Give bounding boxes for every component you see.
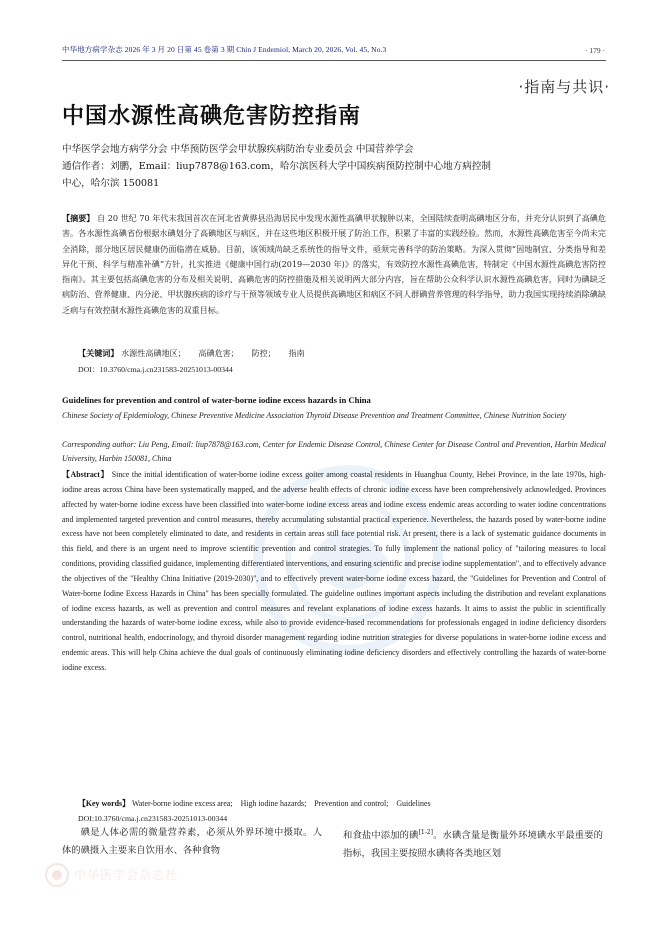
running-head: 中华地方病学杂志 2026 年 3 月 20 日第 45 卷第 3 期 Chin J Endemiol, March 20, 2026, Vol. 45, No.3 xyxy=(62,45,387,54)
keywords-en-label: 【Key words】 xyxy=(78,799,130,808)
footer-watermark xyxy=(42,860,242,890)
keyword-en: Water-borne iodine excess area; xyxy=(131,799,233,808)
authors-line: 中华医学会地方病学分会 中华预防医学会甲状腺疾病防治专业委员会 中国营养学会 xyxy=(62,144,414,155)
page-number: · 179 · xyxy=(585,46,605,55)
keyword-cn: 防控； xyxy=(251,348,276,358)
keyword-cn: 水源性高碘地区； xyxy=(121,348,186,358)
abstract-cn-label: 【摘要】 xyxy=(62,213,95,223)
english-title: Guidelines for prevention and control of water-borne iodine excess hazards in China xyxy=(62,395,371,405)
keyword-en: Prevention and control; xyxy=(314,799,389,808)
abstract-cn-text: 自 20 世纪 70 年代末我国首次在河北省黄骅县沿海居民中发现水源性高碘甲状腺肿以来，全国陆续查明高碘地区分布，并充分认识到了高碘危害。各水源性高碘省份根据水碘划分了高碘地区与病区，并在这些地区积极开展了防治工作，积累了丰富的实践经验。然而，水源性高碘危害至今尚未完全消除，部分地区居民健康仍面临潜在威胁。目前，该领域尚缺乏系统性的指导文件，亟须完善科学的防治策略。为深入贯彻“因地制宜、分类指导和差异化干预、科学与精准补碘”方针，扎实推进《健康中国行动(2019—2030 年)》的落实，有效防控水源性高碘危害，特制定《中国水源性高碘危害防控指南》。其主要包括高碘危害的分布及相关说明、高碘危害的防控措施及相关说明两大部分内容，旨在帮助公众科学认识水源性高碘危害，同时为碘缺乏病防治、营养健康、内分泌、甲状腺疾病的诊疗与干预等领域专业人员提供高碘地区和病区不同人群碘营养管理的科学指导，助力我国实现持续消除碘缺乏病与有效控制水源性高碘危害的双重目标。 xyxy=(62,213,606,315)
keyword-cn: 高碘危害； xyxy=(198,348,239,358)
english-authors: Chinese Society of Epidemiology, Chinese Preventive Medicine Association Thyroid Disease Prevention and Treatment Committee, Chinese Nutrition Society xyxy=(62,411,566,420)
body-text-left: 碘是人体必需的微量营养素，必须从外界环境中摄取。人体的碘摄入主要来自饮用水、各种食物 xyxy=(62,827,322,856)
keywords-en xyxy=(78,798,598,809)
keyword-en: Guidelines xyxy=(396,799,431,808)
section-tag: ·指南与共识· xyxy=(518,78,610,96)
header-divider xyxy=(62,60,606,61)
keywords-cn xyxy=(78,348,598,359)
keyword-cn: 指南 xyxy=(288,348,305,358)
doi-cn: DOI：10.3760/cma.j.cn231583-20251013-00344 xyxy=(78,365,233,374)
body-right-text: 。水碘含量是衡量外环境碘水平最重要的指标，我国主要按照水碘将各类地区划 xyxy=(343,830,603,860)
abstract-en xyxy=(62,468,606,676)
citation-ref: [1-2] xyxy=(418,829,433,836)
authors-line: 通信作者：刘鹏，Email：liup7878@163.com，哈尔滨医科大学中国疾病预防控制中心地方病控制 xyxy=(62,161,492,172)
body-right-text: 和食盐中添加的碘 xyxy=(343,830,419,842)
footer-watermark-text: 中华医学会杂志社 xyxy=(74,868,179,882)
abstract-en-label: 【Abstract】 xyxy=(62,470,110,479)
doi-en: DOI:10.3760/cma.j.cn231583-20251013-00344 xyxy=(78,814,228,823)
abstract-en-text: Since the initial identification of water-borne iodine excess goiter among coastal residents in Huanghua County, Hebei Province, in the late 1970s, high-iodine areas across China have been systematically mapped, and the adverse health effects of chronic iodine excess have been comprehensively acknowledged. Provinces affected by water-borne iodine excess have been classified into water-borne iodine excess areas and iodine excess endemic areas according to water iodine concentrations and implemented targeted prevention and control measures, thereby accumulating substantial practical experience. Nevertheless, the hazards posed by water-borne iodine excess have not been completely eliminated to date, and residents in certain areas still face potential risk. At present, there is a lack of systematic guidance documents in this field, and there is an urgent need to improve scientific prevention and control strategies. To fully implement the national policy of "tailoring measures to local conditions, providing classified guidance, implementing differentiated interventions, and ensuring scientific and precise iodine supplementation", and to effectively advance the objectives of the "Healthy China Initiative (2019-2030)", and to effectively prevent water-borne iodine excess hazard, the "Guidelines for Prevention and Control of Water-borne Iodine Excess Hazards in China" has been specially formulated. The guideline outlines important aspects including the distribution and revelant explanations of iodine excess hazards, as well as prevention and control measures and revelant explanations of iodine excess hazards. It aims to assist the public in scientifically understanding the hazards of water-borne iodine excess, while also to provide evidence-based recommendations for professionals engaged in iodine deficiency disorders control, nutritional health, endocrinology, and thyroid disorder management regarding iodine nutrition strategies for diverse populations in water-borne iodine excess and endemic areas. This will help China achieve the dual goals of continuously eliminating iodine deficiency disorders and effectively controlling the hazards of water-borne iodine excess. xyxy=(62,470,606,672)
abstract-cn xyxy=(62,211,606,318)
body-text-right xyxy=(343,824,603,863)
keywords-cn-label: 【关键词】 xyxy=(78,348,119,358)
keyword-en: High iodine hazards; xyxy=(240,799,307,808)
article-title: 中国水源性高碘危害防控指南 xyxy=(62,104,362,129)
authors-line: 中心，哈尔滨 150081 xyxy=(62,178,160,189)
english-corresponding-author: Corresponding author: Liu Peng, Email: liup7878@163.com, Center for Endemic Disease Control, Chinese Center for Disease Control and Prevention, Harbin Medical University, Harbin 150081, China xyxy=(62,440,606,463)
publisher-logo-icon xyxy=(44,862,70,888)
authors-block xyxy=(62,141,602,192)
